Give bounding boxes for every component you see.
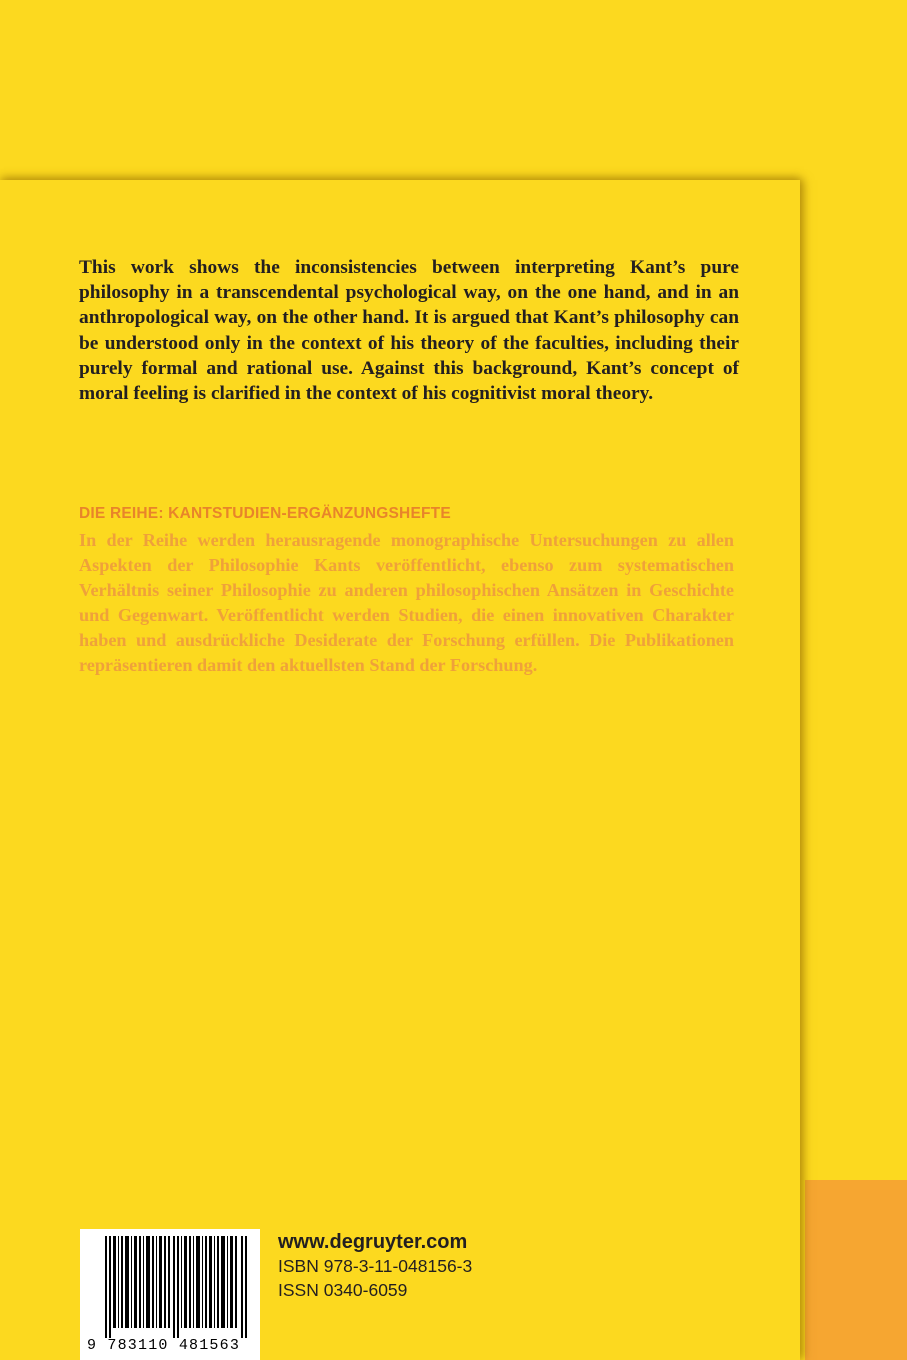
issn: ISSN 0340-6059	[278, 1280, 408, 1300]
book-blurb: This work shows the inconsistencies between interpreting Kant’s pure philosophy in a transcendental psychological way, on the one hand, and in an anthropological way, on the other hand. It is argued that Kant’s philosophy can be understood only in the context of his theory of the faculties, including their purely formal and rational use. Against this background, Kant’s concept of moral feeling is clarified in the context of his cognitivist moral theory.	[79, 257, 739, 405]
barcode-digits: 9 783110 481563	[87, 1337, 241, 1354]
series-description: In der Reihe werden herausragende monographische Untersuchungen zu allen Aspekten der Philosophie Kants veröffentlicht, ebenso zum systematischen Verhältnis seiner Philosophie zu anderen philosophischen Ansätzen in Geschichte und Gegenwart. Veröffentlicht werden Studien, die einen innovativen Charakter haben und ausdrückliche Desiderate der Forschung erfüllen. Die Publikationen repräsentieren damit den aktuellsten Stand der Forschung.	[79, 530, 734, 676]
orange-strip	[805, 1180, 907, 1360]
series-title: DIE REIHE: KANTSTUDIEN-ERGÄNZUNGSHEFTE	[79, 505, 451, 522]
publisher-url[interactable]: www.degruyter.com	[278, 1231, 468, 1253]
publisher-info	[278, 1231, 472, 1303]
isbn: ISBN 978-3-11-048156-3	[278, 1256, 473, 1276]
barcode	[80, 1229, 260, 1360]
barcode-bars	[105, 1236, 247, 1338]
